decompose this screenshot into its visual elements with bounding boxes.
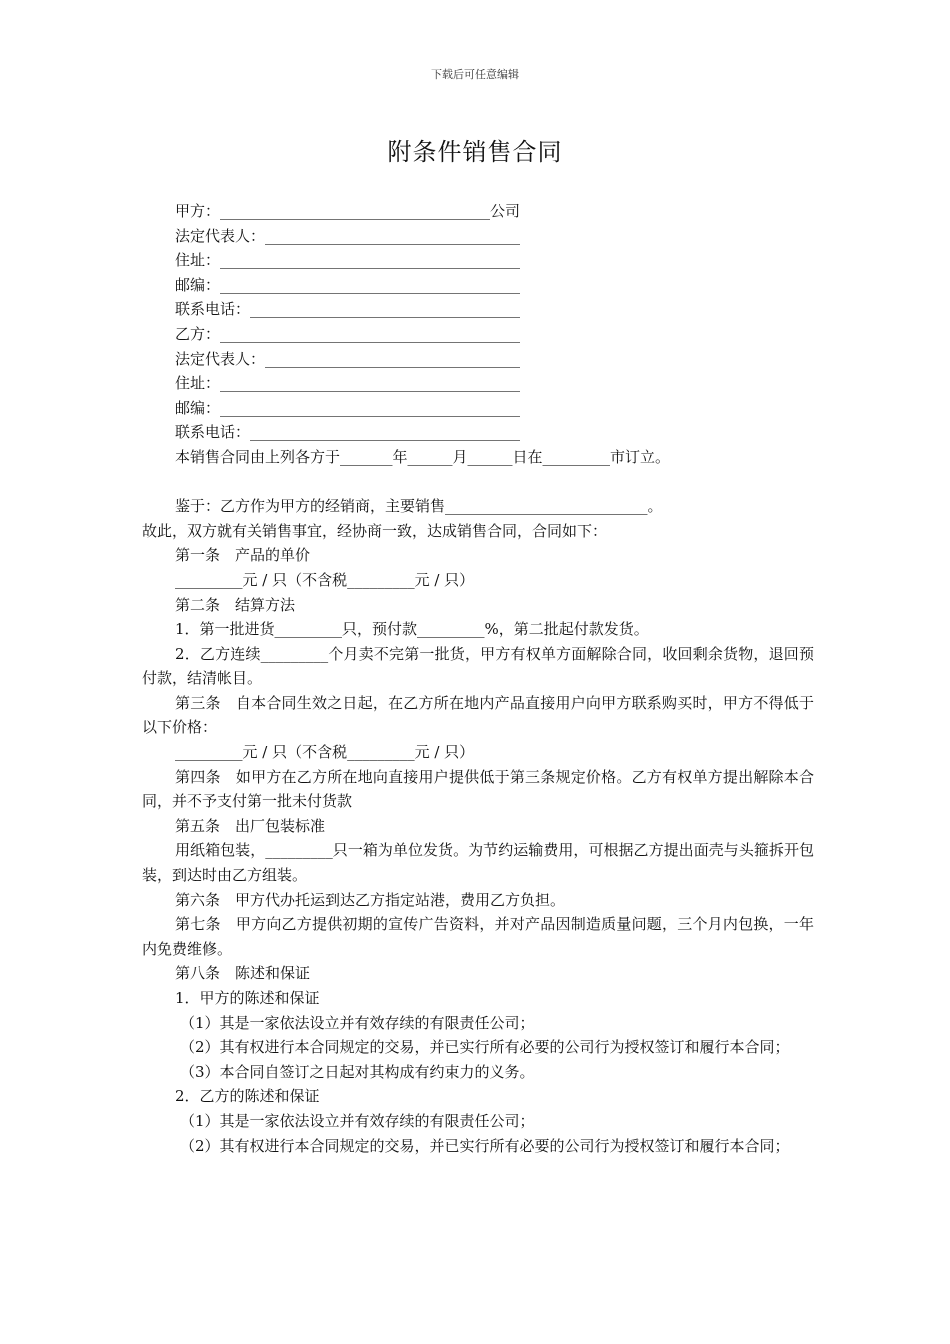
clause-1-title: 第一条 产品的单价 [175, 546, 311, 565]
clause-2-item-2: 2．乙方连续_________个月卖不完第一批货，甲方有权单方面解除合同，收回剩余货物，退回预付款，结清帐目。 [142, 644, 814, 688]
clause-8-party-b-title: 2．乙方的陈述和保证 [175, 1087, 320, 1106]
clause-2-item-1: 1．第一批进货_________只，预付款_________%，第二批起付款发货。 [175, 620, 649, 639]
download-note: 下载后可任意编辑 [431, 68, 519, 81]
clause-8-party-a-item-2: （2）其有权进行本合同规定的交易，并已实行所有必要的公司行为授权签订和履行本合同； [180, 1038, 790, 1057]
party-b-postcode-line: 邮编：________________________________________ [175, 398, 521, 417]
clause-4-text: 第四条 如甲方在乙方所在地向直接用户提供低于第三条规定价格。乙方有权单方提出解除本合同，并不予支付第一批未付货款 [142, 767, 814, 811]
clause-3-price: _________元 / 只（不含税_________元 / 只） [175, 743, 475, 762]
clause-6-text: 第六条 甲方代办托运到达乙方指定站港，费用乙方负担。 [175, 890, 566, 909]
clause-5-title: 第五条 出厂包装标准 [175, 816, 326, 835]
contract-title: 附条件销售合同 [387, 138, 563, 166]
clause-8-party-a-item-3: （3）本合同自签订之日起对其构成有约束力的义务。 [180, 1062, 535, 1081]
clause-8-party-a-item-1: （1）其是一家依法设立并有效存续的有限责任公司； [180, 1013, 535, 1032]
clause-8-title: 第八条 陈述和保证 [175, 964, 311, 983]
clause-8-party-b-item-1: （1）其是一家依法设立并有效存续的有限责任公司； [180, 1111, 535, 1130]
signing-date-line: 本销售合同由上列各方于_______年______月______日在_________市订立。 [175, 447, 671, 466]
party-a-line: 甲方：____________________________________公司 [175, 202, 521, 220]
clause-7-text: 第七条 甲方向乙方提供初期的宣传广告资料，并对产品因制造质量问题，三个月内包换，一年内免费维修。 [142, 915, 814, 958]
contract-body [142, 199, 814, 1158]
party-a-representative-line: 法定代表人：__________________________________ [175, 226, 521, 245]
party-b-representative-line: 法定代表人：__________________________________ [175, 349, 521, 368]
clause-8-party-b-item-2: （2）其有权进行本合同规定的交易，并已实行所有必要的公司行为授权签订和履行本合同； [180, 1136, 790, 1155]
party-a-phone-line: 联系电话：____________________________________ [175, 300, 521, 319]
clause-3-text: 第三条 自本合同生效之日起，在乙方所在地内产品直接用户向甲方联系购买时，甲方不得低于以下价格： [142, 693, 814, 737]
clause-2-title: 第二条 结算方法 [175, 595, 296, 614]
recital-line: 鉴于：乙方作为甲方的经销商，主要销售___________________________。 [175, 497, 663, 516]
party-a-postcode-line: 邮编：________________________________________ [175, 275, 521, 294]
party-a-address-line: 住址：________________________________________ [175, 251, 521, 270]
clause-8-party-a-title: 1．甲方的陈述和保证 [175, 989, 320, 1007]
party-b-address-line: 住址：________________________________________ [175, 374, 521, 393]
party-b-line: 乙方：________________________________________ [175, 324, 521, 343]
agreement-intro: 故此，双方就有关销售事宜，经协商一致，达成销售合同，合同如下： [142, 521, 608, 540]
blank-spacer [142, 470, 814, 495]
party-b-phone-line: 联系电话：____________________________________ [175, 423, 521, 442]
clause-5-text: 用纸箱包装，_________只一箱为单位发货。为节约运输费用，可根据乙方提出面壳与头箍拆开包装，到达时由乙方组装。 [142, 841, 814, 885]
clause-1-price: _________元 / 只（不含税_________元 / 只） [175, 570, 475, 589]
